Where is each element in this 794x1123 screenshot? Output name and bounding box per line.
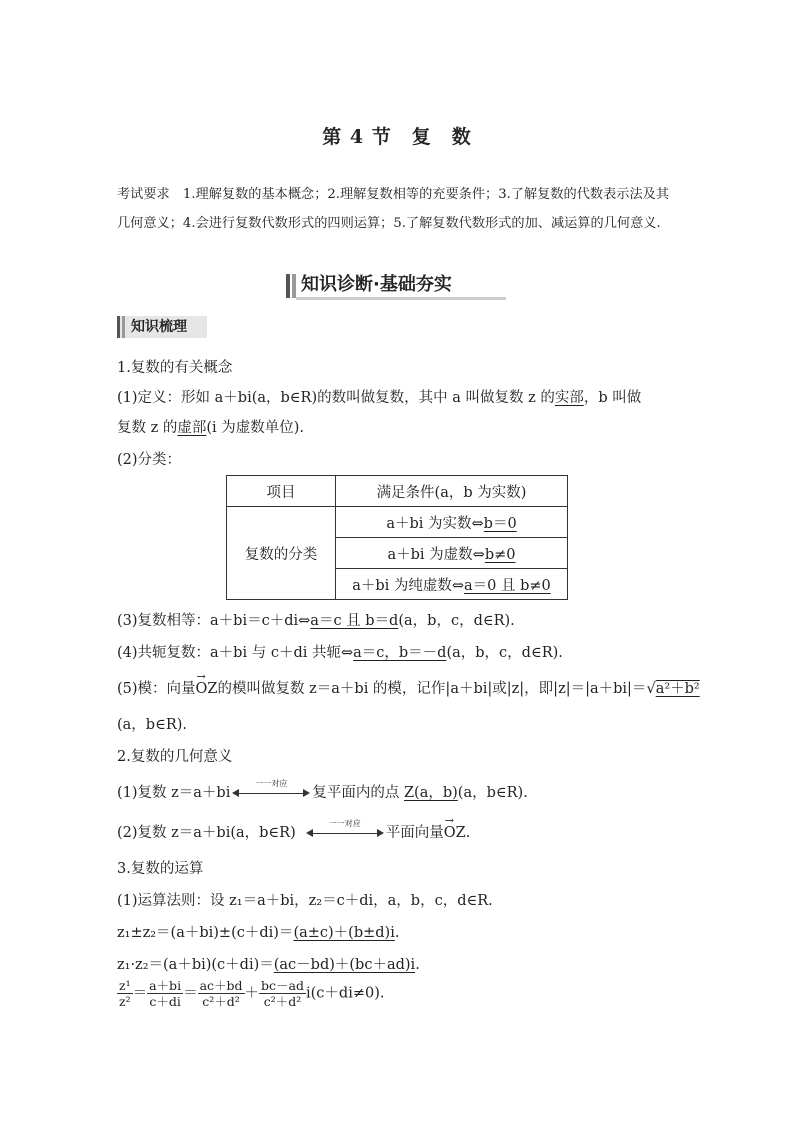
table-row-label: 复数的分类 xyxy=(227,507,336,600)
numerator: ac＋bd xyxy=(199,978,243,993)
modulus-text: 的模叫做复数 z＝a＋bi 的模，记作|a＋bi|或|z|，即|z|＝|a＋bi|＝ xyxy=(217,681,647,697)
fraction xyxy=(259,978,306,1009)
definition-line-1 xyxy=(117,386,641,407)
geo-text: (2)复数 z＝a＋bi(a，b∈R) xyxy=(117,825,296,841)
classification-label: (2)分类： xyxy=(117,452,182,468)
answer-multiply: (ac－bd)＋(bc＋ad)i xyxy=(273,957,416,973)
operation-rule: (1)运算法则：设 z₁＝a＋bi，z₂＝c＋di，a，b，c，d∈R. xyxy=(117,893,493,909)
bidirectional-arrow-icon xyxy=(306,819,384,840)
op-text: z₁·z₂＝(a＋bi)(c＋di)＝ xyxy=(117,957,274,973)
subheading xyxy=(117,316,207,338)
classification-table xyxy=(226,475,568,600)
subheading-bar xyxy=(117,316,120,338)
answer-imaginary-condition: b≠0 xyxy=(484,546,516,563)
cell-text: a＋bi 为虚数⇔ xyxy=(387,546,485,563)
arrow-label: 一一对应 xyxy=(328,819,361,828)
operation-divide xyxy=(117,978,384,1009)
section-2-title: 2.复数的几何意义 xyxy=(117,749,233,765)
equals: ＝ xyxy=(183,985,198,1002)
answer-real-part: 实部 xyxy=(554,390,584,406)
denominator: z² xyxy=(119,994,131,1009)
vector-oz: → OZ xyxy=(196,681,218,697)
page-title: 第 4 节 复 数 xyxy=(322,126,472,148)
section-1-title: 1.复数的有关概念 xyxy=(117,360,233,376)
table-cell xyxy=(336,507,568,538)
bidirectional-arrow-icon xyxy=(232,779,310,800)
banner-label: 知识诊断·基础夯实 xyxy=(301,274,452,295)
cell-text: a＋bi 为纯虚数⇔ xyxy=(352,577,465,594)
conjugate-text: (4)共轭复数：a＋bi 与 c＋di 共轭⇔ xyxy=(117,645,354,661)
answer-pure-imaginary-condition: a＝0 且 b≠0 xyxy=(464,577,551,594)
denominator: c＋di xyxy=(149,994,181,1009)
complex-equality xyxy=(117,609,515,630)
answer-real-condition: b＝0 xyxy=(483,515,517,532)
fraction xyxy=(147,978,183,1009)
numerator: bc－ad xyxy=(261,978,304,993)
modulus-condition: (a，b∈R). xyxy=(117,717,188,733)
denominator: c²＋d² xyxy=(202,994,240,1009)
arrow-label: 一一对应 xyxy=(255,779,288,788)
geo-text: 平面向量 xyxy=(385,825,444,841)
operation-add xyxy=(117,921,399,942)
definition-text: (i 为虚数单位). xyxy=(206,420,305,436)
banner-bar xyxy=(286,274,290,298)
answer-conjugate: a＝c，b＝－d xyxy=(353,645,447,661)
table-row xyxy=(227,476,568,507)
answer-point: Z(a，b) xyxy=(403,785,458,801)
modulus-text: (5)模：向量 xyxy=(117,681,196,697)
equals: ＝ xyxy=(132,985,148,1002)
vector-oz: → OZ xyxy=(444,825,466,841)
conjugate xyxy=(117,641,563,662)
table-row xyxy=(227,507,568,538)
subheading-label: 知识梳理 xyxy=(131,319,187,335)
table-header-item: 项目 xyxy=(227,476,336,507)
definition-line-2 xyxy=(117,416,304,437)
op-text: i(c＋di≠0). xyxy=(306,985,385,1002)
op-text: . xyxy=(415,957,420,973)
banner-bar xyxy=(292,274,296,298)
geometric-meaning-2 xyxy=(117,821,470,842)
geometric-meaning-1 xyxy=(117,781,528,802)
table-header-condition: 满足条件(a，b 为实数) xyxy=(336,476,568,507)
operation-multiply xyxy=(117,953,420,974)
answer-add: (a±c)＋(b±d)i xyxy=(293,925,395,941)
geo-text: 复平面内的点 xyxy=(312,785,404,801)
numerator: z¹ xyxy=(119,978,131,993)
table-cell xyxy=(336,538,568,569)
definition-text: ，b 叫做 xyxy=(583,390,642,406)
op-text: . xyxy=(394,925,400,941)
section-3-title: 3.复数的运算 xyxy=(117,861,204,877)
fraction xyxy=(198,978,245,1009)
numerator: a＋bi xyxy=(149,978,182,993)
fraction xyxy=(117,978,133,1009)
banner-underline xyxy=(296,297,506,300)
exam-requirements: 考试要求 1.理解复数的基本概念；2.理解复数相等的充要条件；3.了解复数的代数表示法及其几何意义；4.会进行复数代数形式的四则运算；5.了解复数代数形式的加、减运算的几何意义. xyxy=(117,187,670,231)
equality-text: (3)复数相等：a＋bi＝c＋di⇔ xyxy=(117,613,311,629)
answer-modulus: a²＋b² xyxy=(655,681,700,697)
period: . xyxy=(465,825,471,841)
section-banner xyxy=(286,272,506,300)
plus: ＋ xyxy=(244,985,260,1002)
denominator: c²＋d² xyxy=(263,994,302,1009)
equality-text: (a，b，c，d∈R). xyxy=(398,613,515,629)
geo-text: (1)复数 z＝a＋bi xyxy=(117,785,231,801)
geo-text: (a，b∈R). xyxy=(457,785,528,801)
op-text: z₁±z₂＝(a＋bi)±(c＋di)＝ xyxy=(117,925,294,941)
modulus xyxy=(117,677,700,698)
answer-imag-part: 虚部 xyxy=(177,420,207,436)
definition-text: 复数 z 的 xyxy=(117,420,178,436)
table-cell xyxy=(336,569,568,600)
cell-text: a＋bi 为实数⇔ xyxy=(386,515,484,532)
definition-text: (1)定义：形如 a＋bi(a，b∈R)的数叫做复数，其中 a 叫做复数 z 的 xyxy=(117,390,555,406)
sqrt-symbol: √ xyxy=(646,681,656,697)
subheading-bar xyxy=(122,316,125,338)
answer-equality: a＝c 且 b＝d xyxy=(310,613,399,629)
conjugate-text: (a，b，c，d∈R). xyxy=(446,645,563,661)
